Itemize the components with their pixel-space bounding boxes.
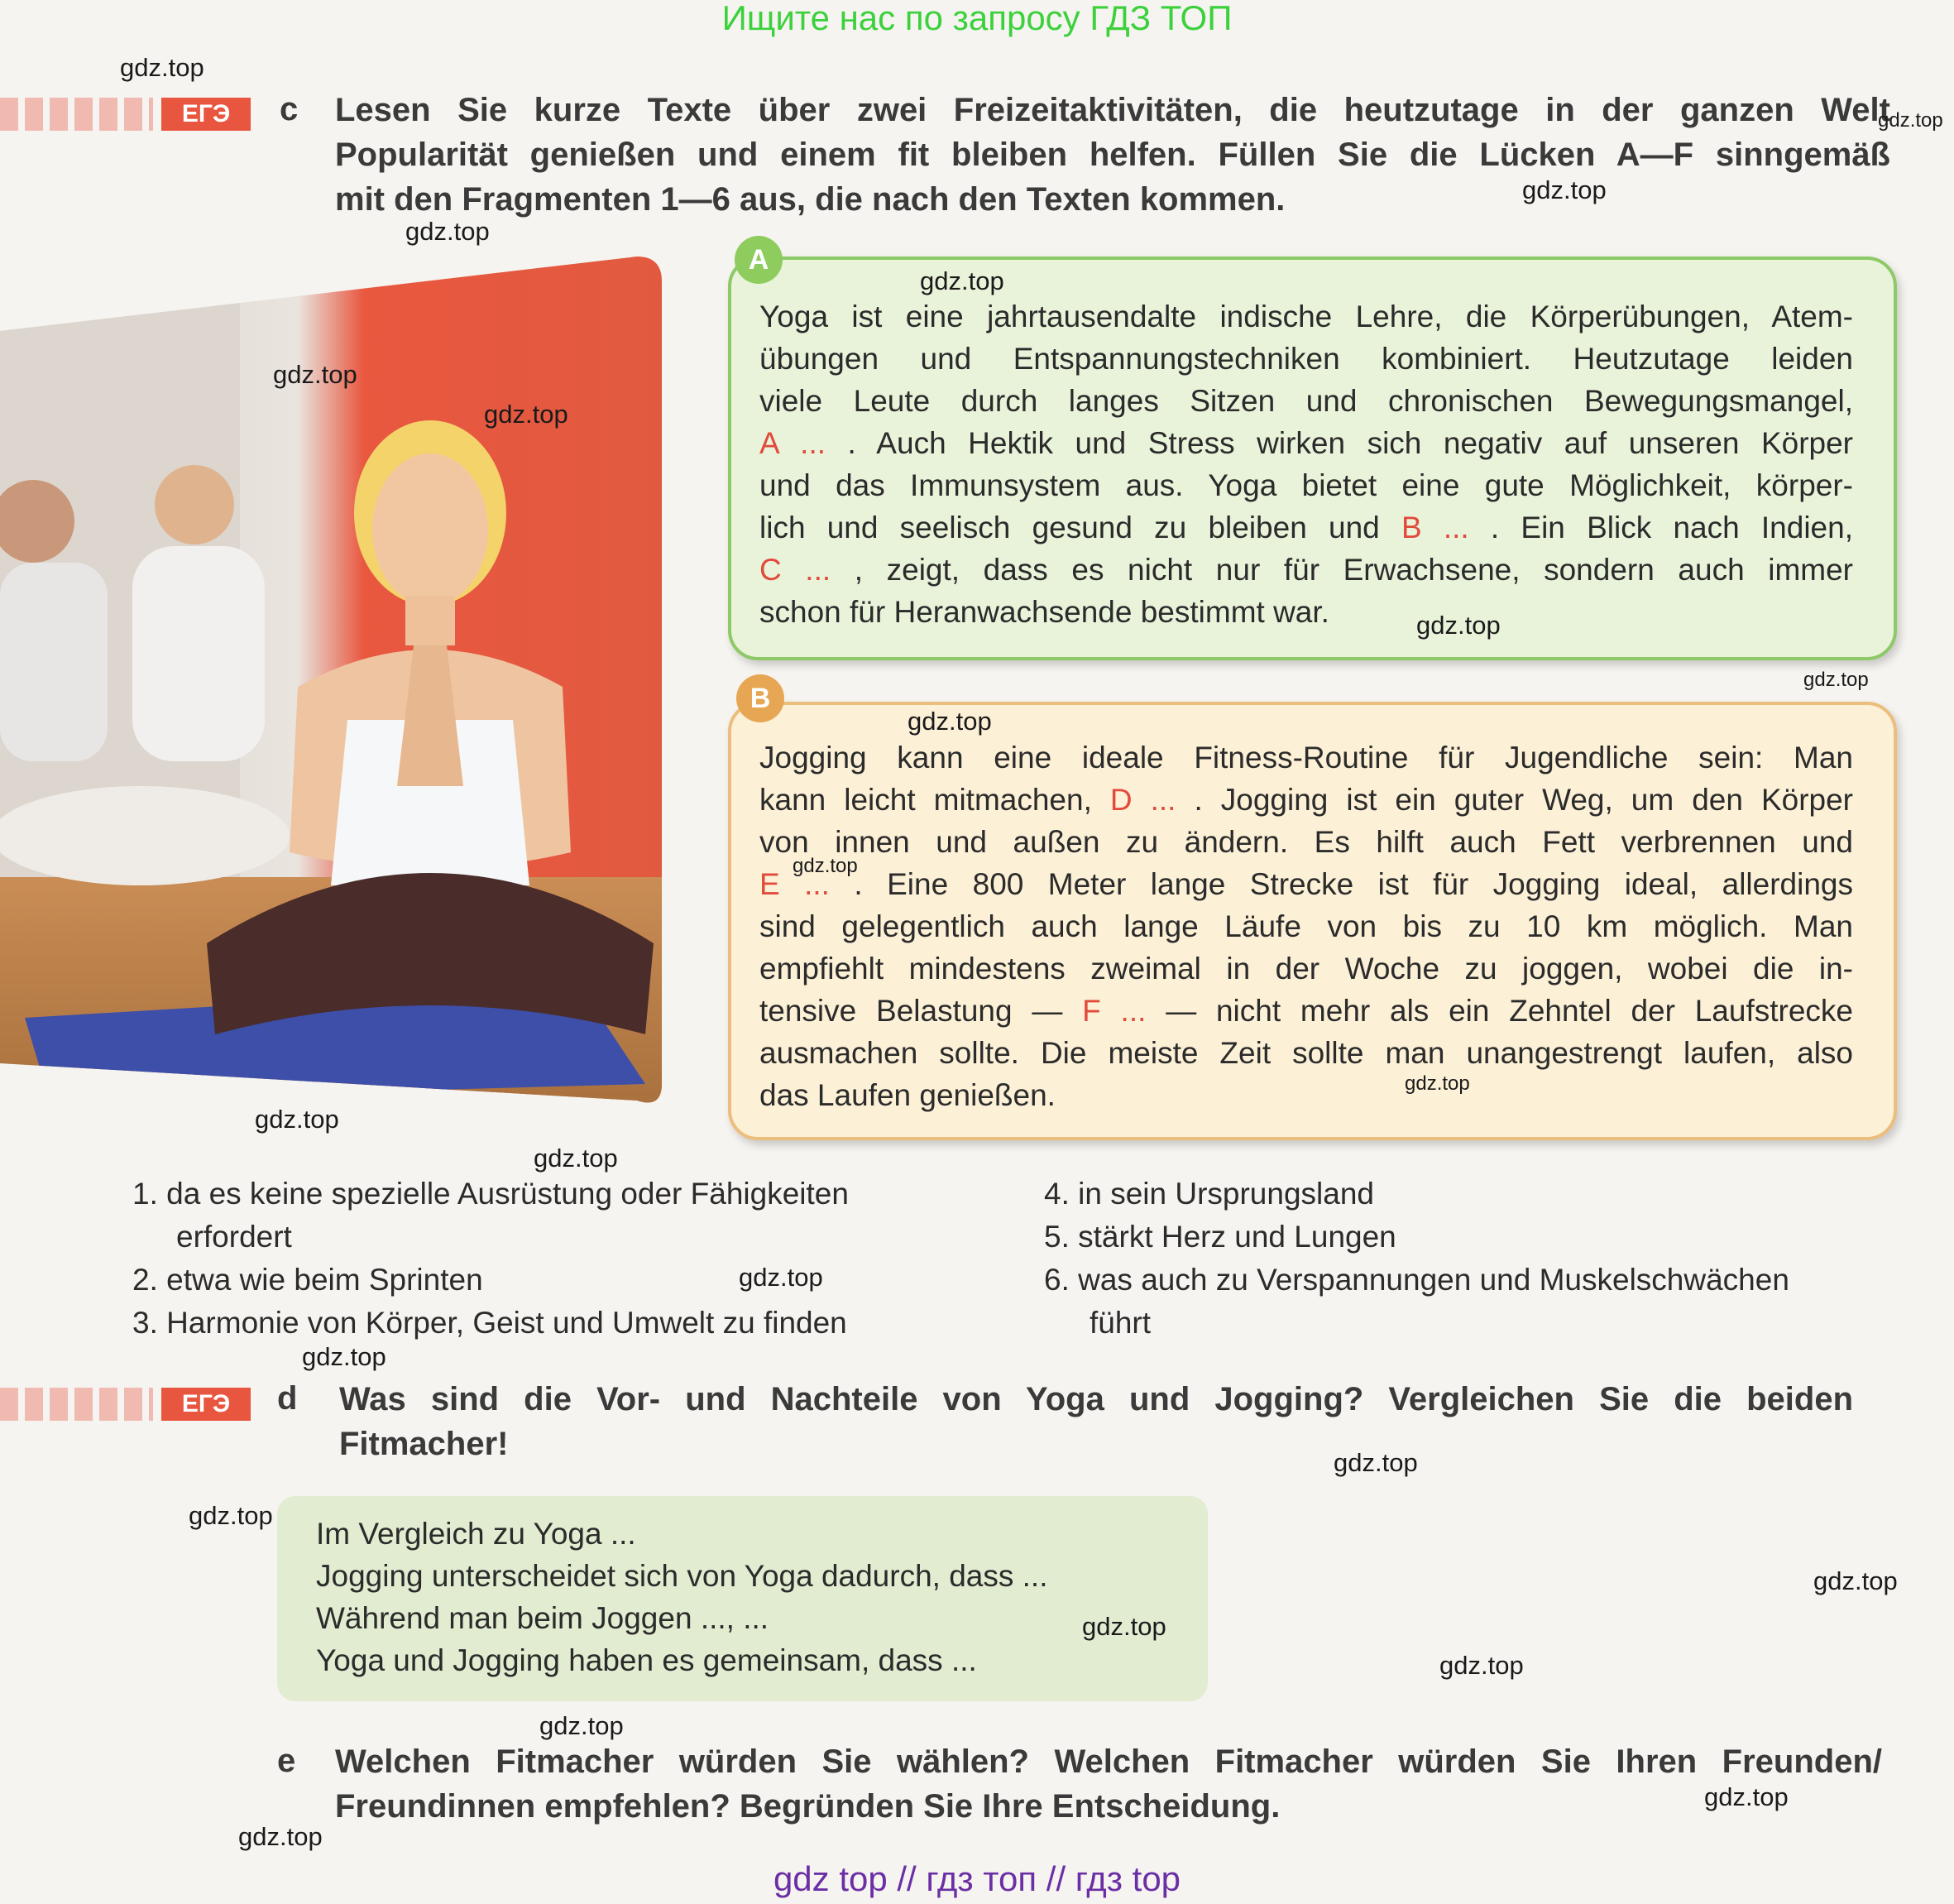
example-phrases [316,1513,1048,1681]
text-a-line [759,549,1853,591]
text-b-line-text: kann leicht mitmachen, [759,783,1110,817]
task-e-line: Welchen Fitmacher würden Sie wählen? Welchen Fitmacher würden Sie Ihren Freunden/ [335,1743,1882,1780]
example-phrase: Während man beim Joggen ..., ... [316,1601,769,1635]
text-b-line: von innen und außen zu ändern. Es hilft auch Fett verbrennen und [759,825,1853,859]
watermark: gdz.top [189,1501,273,1530]
watermark: gdz.top [920,266,1004,295]
ege-badge: ЕГЭ [161,1388,251,1421]
watermark: gdz.top [1405,1072,1470,1095]
watermark: gdz.top [539,1711,624,1740]
fragments-right [1044,1173,1789,1345]
task-e-letter: e [277,1743,296,1779]
text-b-line [759,779,1853,821]
watermark: gdz.top [908,707,992,736]
text-a-line [759,422,1853,464]
ege-marker [0,1388,240,1421]
text-b-line: ausmachen sollte. Die meiste Zeit sollte man unangestrengt laufen, also [759,1036,1853,1070]
example-phrase: Im Vergleich zu Yoga ... [316,1517,636,1551]
text-a-badge: A [735,236,783,284]
top-banner: Ищите нас по запросу ГДЗ ТОП [721,0,1233,37]
fragments-left [132,1173,849,1345]
gap-c: C ... [759,553,831,587]
task-c-line: mit den Fragmenten 1—6 aus, die nach den Texten kommen. [335,181,1286,218]
example-phrase: Jogging unterscheidet sich von Yoga dadurch, dass ... [316,1559,1048,1593]
task-d-letter: d [277,1380,298,1417]
fragment-item: 6. was auch zu Verspannungen und Muskelschwächen [1044,1263,1789,1297]
text-a-line-text: , zeigt, dass es nicht nur für Erwachsene, sondern auch immer [831,553,1853,587]
task-d-instruction [339,1377,1853,1466]
gap-d: D ... [1109,783,1176,817]
text-a-line-text: . Auch Hektik und Stress wirken sich negativ auf unseren Körper [826,426,1853,460]
text-a-line: übungen und Entspannungstechniken kombiniert. Heutzutage leiden [759,342,1853,376]
watermark: gdz.top [255,1105,339,1134]
watermark: gdz.top [405,217,490,246]
task-c-letter: c [280,91,299,127]
text-b-line [759,990,1853,1032]
fragment-item: 2. etwa wie beim Sprinten [132,1263,483,1297]
text-b-line-text: tensive Belastung — [759,994,1083,1028]
text-a-line-text: . Ein Blick nach Indien, [1468,511,1853,544]
ege-marker [0,98,240,131]
watermark: gdz.top [739,1263,823,1292]
example-phrase: Yoga und Jogging haben es gemeinsam, dass ... [316,1643,977,1677]
watermark: gdz.top [1416,611,1501,640]
watermark: gdz.top [1334,1448,1418,1477]
watermark: gdz.top [1082,1612,1166,1641]
text-b-line: Jogging kann eine ideale Fitness-Routine für Jugendliche sein: Man [759,741,1853,775]
text-b-line [759,863,1853,905]
watermark: gdz.top [1439,1651,1524,1680]
watermark: gdz.top [273,360,357,389]
text-b-line: sind gelegentlich auch lange Läufe von bis zu 10 km möglich. Man [759,909,1853,943]
text-a-line: viele Leute durch langes Sitzen und chronischen Bewegungsmangel, [759,384,1853,418]
fragment-item: 5. stärkt Herz und Lungen [1044,1220,1396,1254]
text-b-body [759,736,1853,1116]
task-d-line: Was sind die Vor- und Nachteile von Yoga und Jogging? Vergleichen Sie die beiden [339,1381,1853,1417]
fragment-item-continued: erfordert [176,1220,292,1254]
fragment-item: 4. in sein Ursprungsland [1044,1177,1374,1211]
ege-badge: ЕГЭ [161,98,251,131]
text-b-line-text: . Jogging ist ein guter Weg, um den Körper [1176,783,1853,817]
text-b-badge: B [736,674,784,722]
task-c-instruction [335,88,1890,222]
watermark: gdz.top [1803,669,1869,691]
task-c-line: Lesen Sie kurze Texte über zwei Freizeitaktivitäten, die heutzutage in der ganzen Welt [335,92,1890,128]
watermark: gdz.top [534,1144,618,1173]
gap-a: A ... [759,426,826,460]
watermark: gdz.top [793,855,858,877]
watermark: gdz.top [120,53,204,82]
gap-f: F ... [1082,994,1147,1028]
task-c-line: Popularität genießen und einem fit bleiben helfen. Füllen Sie die Lücken A—F sinngemäß [335,137,1890,173]
watermark: gdz.top [1878,109,1943,132]
text-a-line-text: lich und seelisch gesund zu bleiben und [759,511,1401,544]
watermark: gdz.top [238,1822,323,1851]
watermark: gdz.top [484,400,568,429]
ege-stripe-decoration [0,1388,153,1421]
watermark: gdz.top [1704,1782,1789,1811]
task-e-line: Freundinnen empfehlen? Begründen Sie Ihre Entscheidung. [335,1788,1281,1825]
text-b-line-text: — nicht mehr als ein Zehntel der Laufstrecke [1146,994,1853,1028]
text-a-line: und das Immunsystem aus. Yoga bietet eine gute Möglichkeit, körper- [759,468,1853,502]
task-d-line: Fitmacher! [339,1426,509,1462]
bottom-banner: gdz top // гдз топ // гдз top [773,1859,1181,1898]
text-b-line: das Laufen genießen. [759,1078,1056,1112]
task-e-instruction [335,1739,1882,1829]
fragment-item-continued: führt [1090,1306,1152,1340]
text-a-body [759,295,1853,633]
fragment-item: 1. da es keine spezielle Ausrüstung oder Fähigkeiten [132,1177,849,1211]
watermark: gdz.top [302,1342,386,1371]
text-b-line: empfiehlt mindestens zweimal in der Woche zu joggen, wobei die in- [759,952,1853,986]
text-b-line-text: . Eine 800 Meter lange Strecke ist für Jogging ideal, allerdings [829,867,1853,901]
text-a-line: Yoga ist eine jahrtausendalte indische Lehre, die Körperübungen, Atem- [759,300,1853,333]
gap-b: B ... [1401,511,1469,544]
watermark: gdz.top [1522,175,1607,204]
watermark: gdz.top [1813,1566,1898,1595]
ege-stripe-decoration [0,98,153,131]
gap-e: E ... [759,867,830,901]
text-a-line [759,506,1853,549]
fragment-item: 3. Harmonie von Körper, Geist und Umwelt zu finden [132,1306,847,1340]
text-a-line: schon für Heranwachsende bestimmt war. [759,595,1329,629]
